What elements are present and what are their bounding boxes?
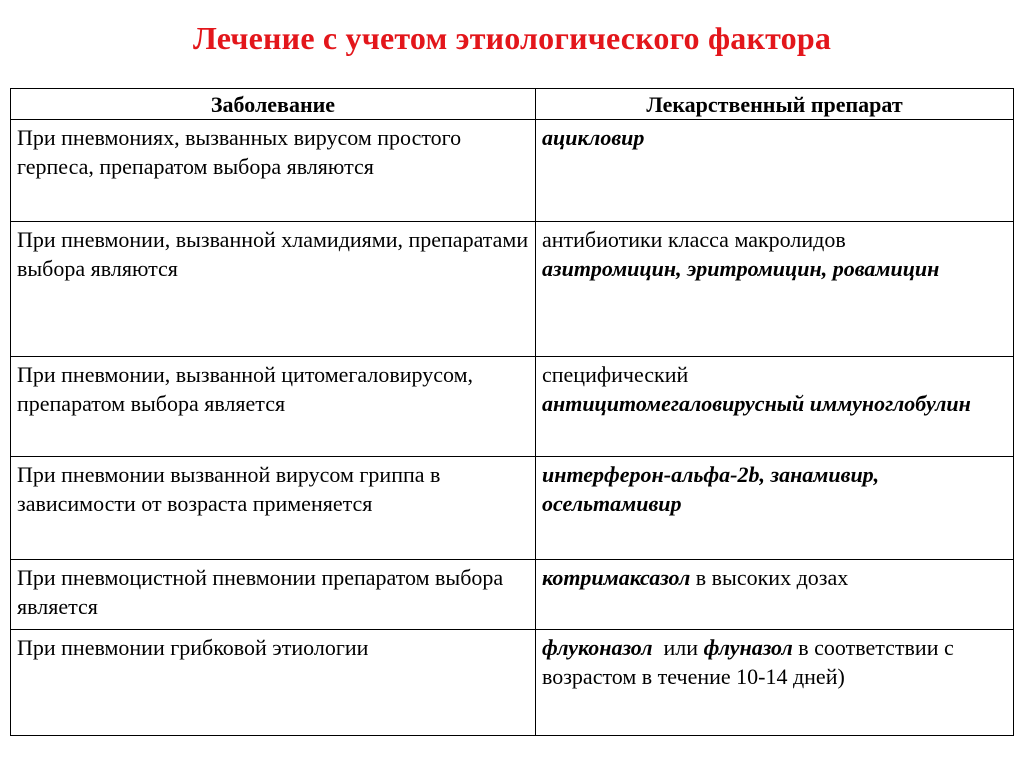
drug-cell xyxy=(536,357,1014,457)
drug-name: флуконазол xyxy=(542,635,653,660)
disease-cell: При пневмонии вызванной вирусом гриппа в зависимости от возраста применяется xyxy=(11,457,536,560)
table-row xyxy=(11,560,1014,630)
drug-qualifier: специфический xyxy=(542,362,689,387)
drug-name: флуназол xyxy=(703,635,793,660)
dosage-note: в соответствии с возрастом в течение 10-14 дней) xyxy=(542,635,954,689)
drug-name: ацикловир xyxy=(542,125,645,150)
table-row xyxy=(11,630,1014,736)
drug-cell xyxy=(536,630,1014,736)
drug-cell xyxy=(536,457,1014,560)
disease-cell: При пневмониях, вызванных вирусом простого герпеса, препаратом выбора являются xyxy=(11,120,536,222)
table-header-row xyxy=(11,89,1014,120)
drug-cell xyxy=(536,222,1014,357)
drug-cell xyxy=(536,120,1014,222)
drug-class: антибиотики класса макролидов xyxy=(542,227,846,252)
table-row xyxy=(11,222,1014,357)
page-title: Лечение с учетом этиологического фактора xyxy=(192,20,832,56)
table-row xyxy=(11,120,1014,222)
disease-cell: При пневмонии, вызванной цитомегаловирусом, препаратом выбора является xyxy=(11,357,536,457)
disease-cell: При пневмонии, вызванной хламидиями, препаратами выбора являются xyxy=(11,222,536,357)
table-row xyxy=(11,457,1014,560)
drug-name: азитромицин, эритромицин, ровамицин xyxy=(542,256,940,281)
drug-name: котримаксазол xyxy=(542,565,691,590)
header-disease: Заболевание xyxy=(11,89,536,120)
drug-cell xyxy=(536,560,1014,630)
dosage-note: в высоких дозах xyxy=(690,565,849,590)
header-drug: Лекарственный препарат xyxy=(536,89,1014,120)
conjunction: или xyxy=(652,635,704,660)
disease-cell: При пневмоцистной пневмонии препаратом выбора является xyxy=(11,560,536,630)
treatment-table xyxy=(10,88,1014,736)
drug-name: антицитомегаловирусный иммуноглобулин xyxy=(542,391,971,416)
disease-cell: При пневмонии грибковой этиологии xyxy=(11,630,536,736)
drug-name: интерферон-альфа-2b, занамивир, осельтамивир xyxy=(542,462,880,516)
table-row xyxy=(11,357,1014,457)
